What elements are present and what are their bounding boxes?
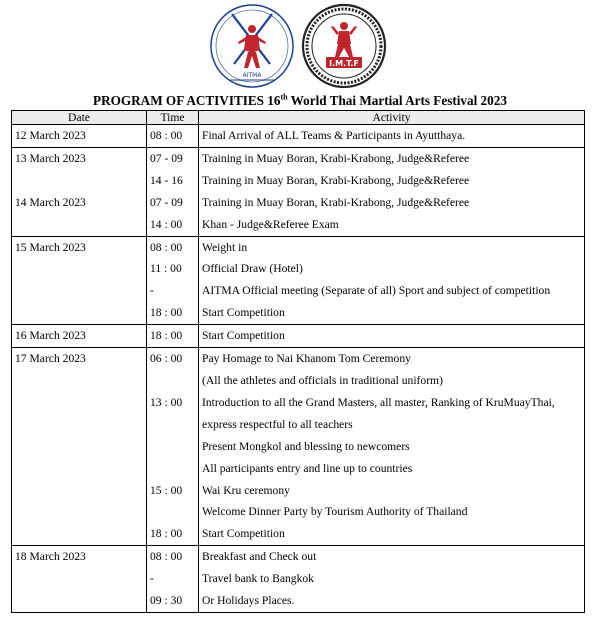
svg-text:I.M.T.F: I.M.T.F: [329, 59, 359, 68]
date-cell: [12, 414, 147, 436]
time-cell: 06 : 00: [147, 348, 199, 370]
time-cell: 08 : 00: [147, 236, 199, 258]
header-logos: [0, 0, 600, 92]
table-row: [12, 170, 585, 192]
date-cell: 18 March 2023: [12, 546, 147, 568]
table-row: [12, 192, 585, 214]
activity-cell: Welcome Dinner Party by Tourism Authority of Thailand: [199, 501, 585, 523]
activity-cell: Weight in: [199, 236, 585, 258]
table-row: [12, 523, 585, 545]
date-cell: [12, 458, 147, 480]
table-row: [12, 280, 585, 302]
program-table: [11, 110, 585, 613]
time-cell: -: [147, 568, 199, 590]
date-cell: [12, 370, 147, 392]
table-row: [12, 348, 585, 370]
table-row: [12, 480, 585, 502]
page-title: PROGRAM OF ACTIVITIES 16th World Thai Martial Arts Festival 2023: [93, 92, 507, 108]
table-row: [12, 236, 585, 258]
time-cell: [147, 370, 199, 392]
table-row: [12, 370, 585, 392]
date-cell: 16 March 2023: [12, 325, 147, 348]
date-cell: [12, 280, 147, 302]
svg-text:AITMA: AITMA: [242, 72, 262, 79]
time-cell: 08 : 00: [147, 125, 199, 148]
activity-cell: Khan - Judge&Referee Exam: [199, 214, 585, 236]
date-column-header: Date: [12, 111, 147, 125]
date-cell: [12, 590, 147, 612]
activity-cell: All participants entry and line up to countries: [199, 458, 585, 480]
date-cell: 15 March 2023: [12, 236, 147, 258]
activity-cell: express respectful to all teachers: [199, 414, 585, 436]
table-row: [12, 325, 585, 348]
activity-cell: (All the athletes and officials in traditional uniform): [199, 370, 585, 392]
table-row: [12, 214, 585, 236]
imtf-logo: [300, 2, 388, 90]
activity-cell: Wai Kru ceremony: [199, 480, 585, 502]
activity-cell: Or Holidays Places.: [199, 590, 585, 612]
activity-cell: Final Arrival of ALL Teams & Participants in Ayutthaya.: [199, 125, 585, 148]
time-cell: 07 - 09: [147, 147, 199, 169]
table-row: [12, 147, 585, 169]
activity-cell: Breakfast and Check out: [199, 546, 585, 568]
program-table-body: [12, 125, 585, 613]
table-row: [12, 302, 585, 324]
activity-cell: Official Draw (Hotel): [199, 258, 585, 280]
date-cell: 17 March 2023: [12, 348, 147, 370]
date-cell: [12, 392, 147, 414]
activity-cell: Training in Muay Boran, Krabi-Krabong, Judge&Referee: [199, 192, 585, 214]
time-cell: 18 : 00: [147, 302, 199, 324]
activity-cell: Present Mongkol and blessing to newcomers: [199, 436, 585, 458]
time-cell: 14 : 00: [147, 214, 199, 236]
aitma-logo: [208, 2, 296, 90]
time-column-header: Time: [147, 111, 199, 125]
date-cell: [12, 214, 147, 236]
table-row: [12, 258, 585, 280]
table-row: [12, 546, 585, 568]
date-cell: 13 March 2023: [12, 147, 147, 169]
activity-column-header: Activity: [199, 111, 585, 125]
time-cell: [147, 436, 199, 458]
table-row: [12, 458, 585, 480]
date-cell: 12 March 2023: [12, 125, 147, 148]
date-cell: [12, 258, 147, 280]
time-cell: [147, 414, 199, 436]
time-cell: 08 : 00: [147, 546, 199, 568]
date-cell: 14 March 2023: [12, 192, 147, 214]
time-cell: 07 - 09: [147, 192, 199, 214]
time-cell: [147, 501, 199, 523]
date-cell: [12, 302, 147, 324]
table-row: [12, 501, 585, 523]
activity-cell: Start Competition: [199, 302, 585, 324]
date-cell: [12, 480, 147, 502]
table-row: [12, 414, 585, 436]
table-row: [12, 436, 585, 458]
time-cell: 13 : 00: [147, 392, 199, 414]
time-cell: 15 : 00: [147, 480, 199, 502]
table-header-row: [12, 111, 585, 125]
time-cell: 11 : 00: [147, 258, 199, 280]
date-cell: [12, 436, 147, 458]
activity-cell: Training in Muay Boran, Krabi-Krabong, Judge&Referee: [199, 170, 585, 192]
table-row: [12, 392, 585, 414]
table-row: [12, 568, 585, 590]
activity-cell: Training in Muay Boran, Krabi-Krabong, Judge&Referee: [199, 147, 585, 169]
time-cell: 18 : 00: [147, 523, 199, 545]
date-cell: [12, 523, 147, 545]
time-cell: 14 - 16: [147, 170, 199, 192]
activity-cell: Introduction to all the Grand Masters, all master, Ranking of KruMuayThai,: [199, 392, 585, 414]
time-cell: 09 : 30: [147, 590, 199, 612]
date-cell: [12, 568, 147, 590]
activity-cell: Start Competition: [199, 523, 585, 545]
activity-cell: Travel bank to Bangkok: [199, 568, 585, 590]
table-row: [12, 125, 585, 148]
activity-cell: AITMA Official meeting (Separate of all) Sport and subject of competition: [199, 280, 585, 302]
time-cell: 18 : 00: [147, 325, 199, 348]
activity-cell: Pay Homage to Nai Khanom Tom Ceremony: [199, 348, 585, 370]
time-cell: [147, 458, 199, 480]
date-cell: [12, 501, 147, 523]
date-cell: [12, 170, 147, 192]
activity-cell: Start Competition: [199, 325, 585, 348]
table-row: [12, 590, 585, 612]
time-cell: -: [147, 280, 199, 302]
